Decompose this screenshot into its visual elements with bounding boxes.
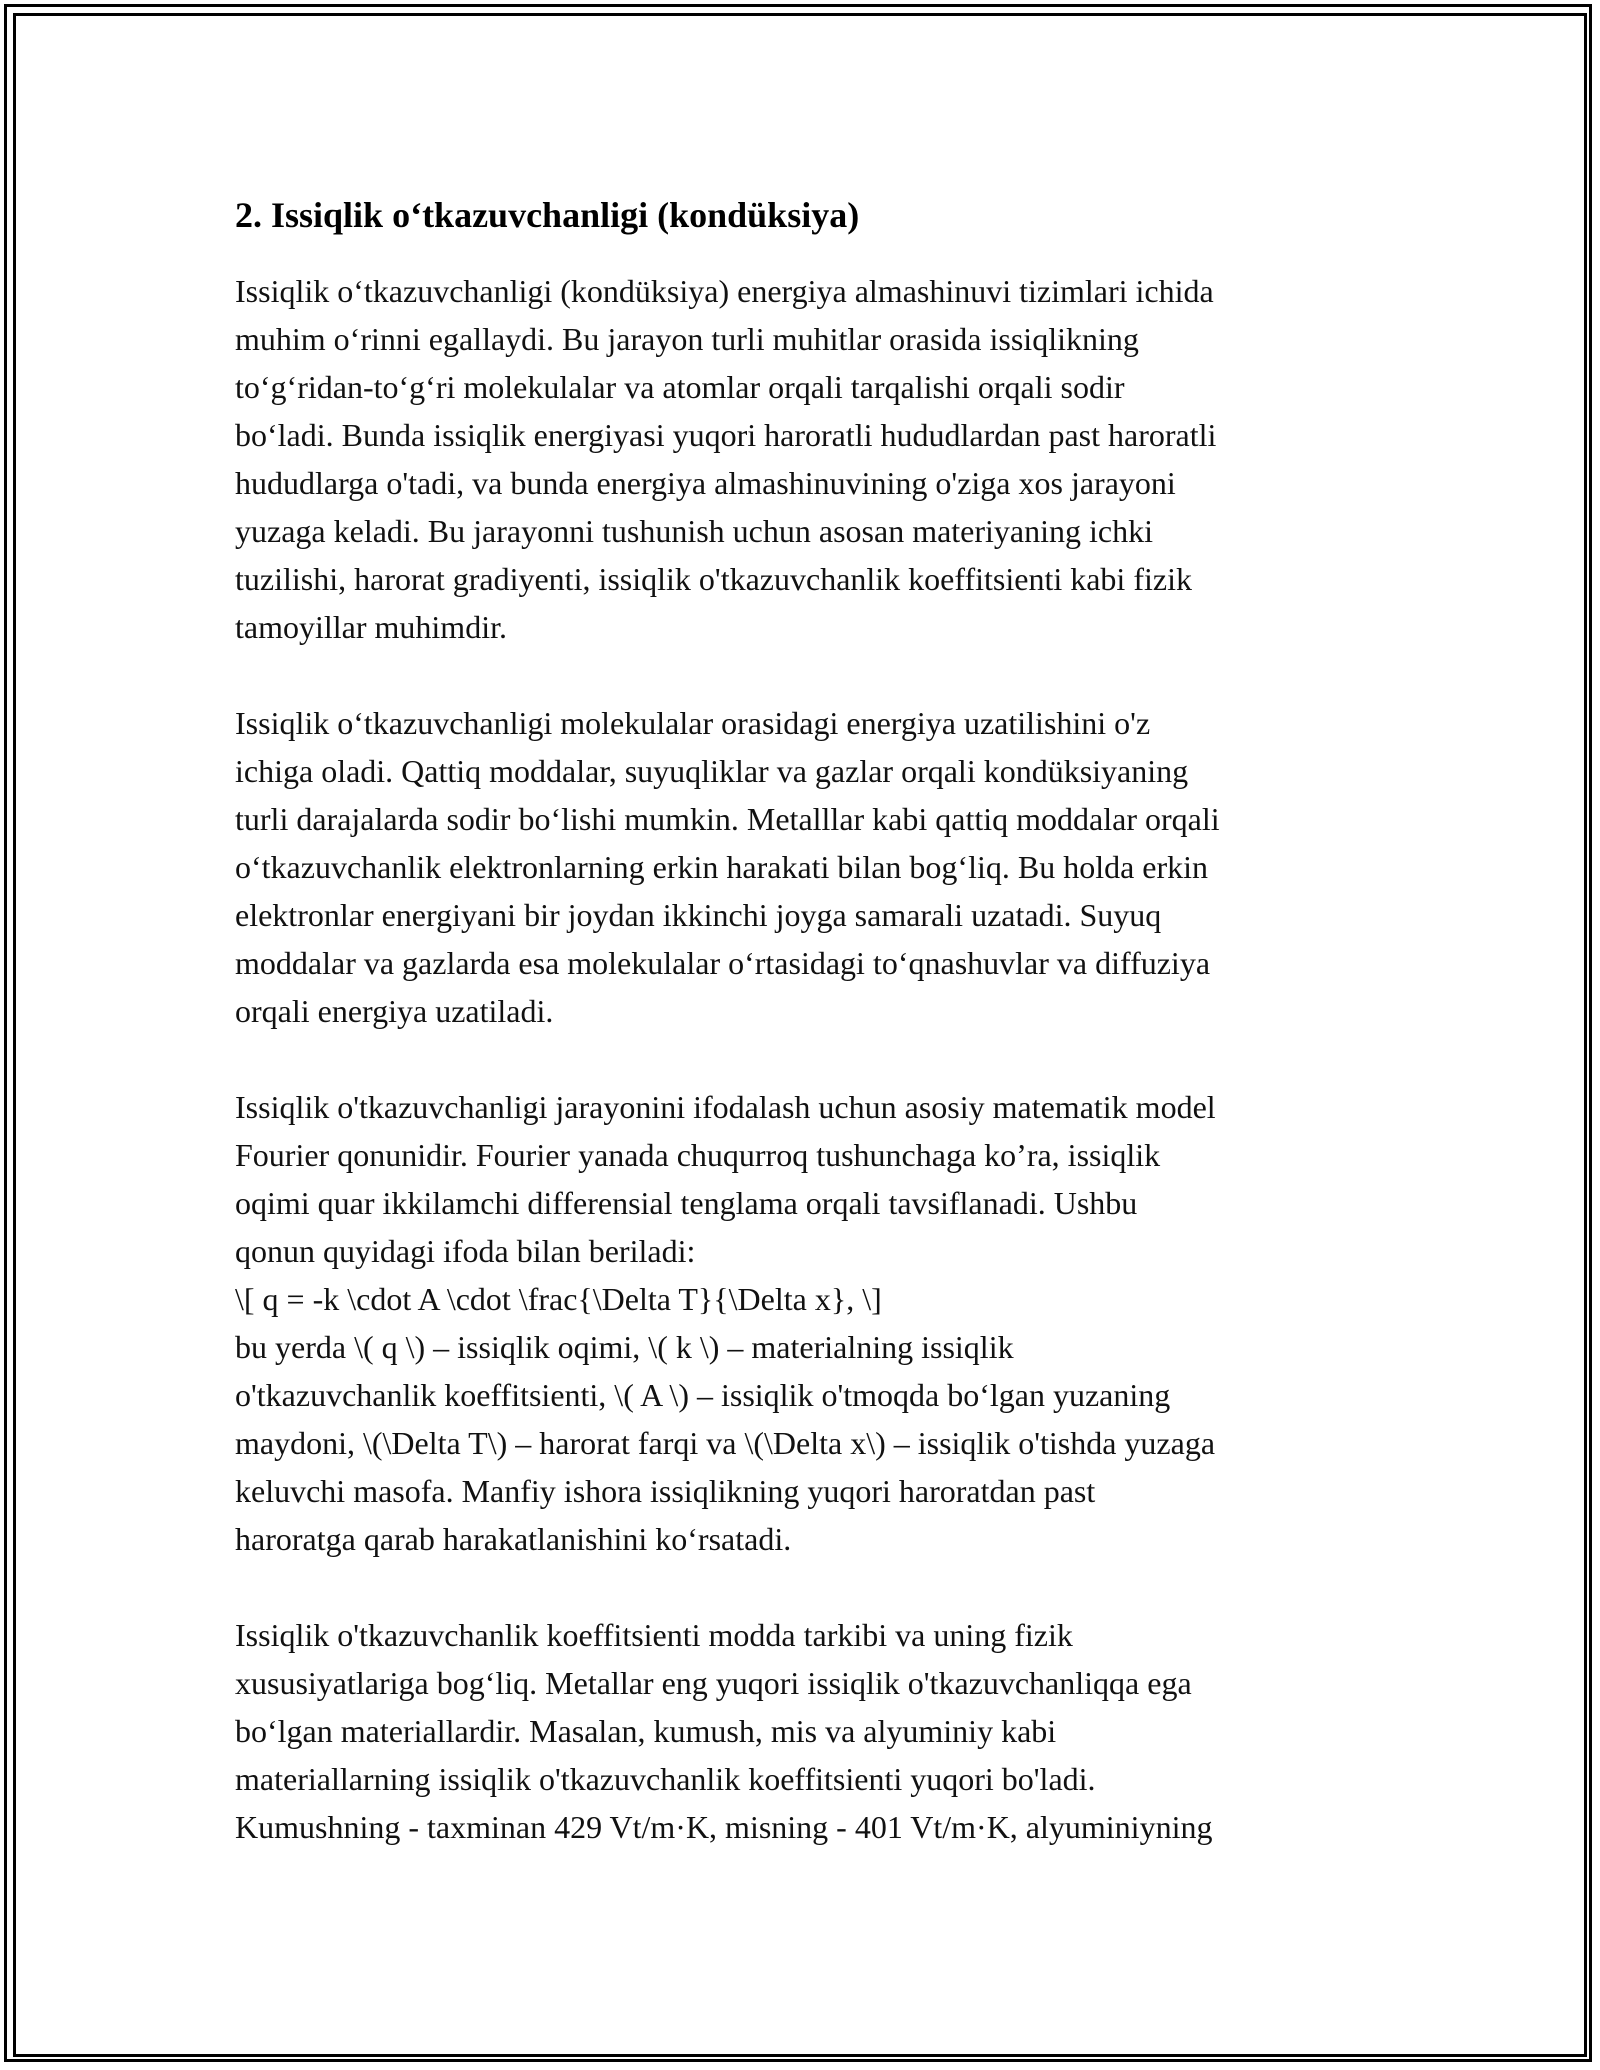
text-line: yuzaga keladi. Bu jarayonni tushunish uchun asosan materiyaning ichki xyxy=(235,512,1153,549)
text-line: tuzilishi, harorat gradiyenti, issiqlik o'tkazuvchanlik koeffitsienti kabi fizik xyxy=(235,560,1192,597)
text-line: Issiqlik o'tkazuvchanlik koeffitsienti modda tarkibi va uning fizik xyxy=(235,1616,1073,1653)
text-line: o'tkazuvchanlik koeffitsienti, \( A \) – issiqlik o'tmoqda bo‘lgan yuzaning xyxy=(235,1376,1171,1413)
text-line: ichiga oladi. Qattiq moddalar, suyuqliklar va gazlar orqali kondüksiyaning xyxy=(235,752,1189,789)
text-line: bo‘lgan materiallardir. Masalan, kumush, mis va alyuminiy kabi xyxy=(235,1712,1057,1749)
text-line: keluvchi masofa. Manfiy ishora issiqlikning yuqori haroratdan past xyxy=(235,1472,1096,1509)
text-line: moddalar va gazlarda esa molekulalar o‘rtasidagi to‘qnashuvlar va diffuziya xyxy=(235,944,1211,981)
text-line: materiallarning issiqlik o'tkazuvchanlik koeffitsienti yuqori bo'ladi. xyxy=(235,1760,1096,1797)
paragraph xyxy=(235,1611,1375,1851)
text-line: haroratga qarab harakatlanishini ko‘rsatadi. xyxy=(235,1520,792,1557)
text-line: bo‘ladi. Bunda issiqlik energiyasi yuqori haroratli hududlardan past haroratli xyxy=(235,416,1217,453)
paragraph xyxy=(235,267,1375,651)
paragraph xyxy=(235,1083,1375,1563)
text-line: Kumushning - taxminan 429 Vt/m·K, misning - 401 Vt/m·K, alyuminiyning xyxy=(235,1808,1213,1845)
text-line: xususiyatlariga bog‘liq. Metallar eng yuqori issiqlik o'tkazuvchanliqqa ega xyxy=(235,1664,1192,1701)
text-line: Issiqlik o‘tkazuvchanligi molekulalar orasidagi energiya uzatilishini o'z xyxy=(235,704,1151,741)
text-line: \[ q = -k \cdot A \cdot \frac{\Delta T}{\Delta x}, \] xyxy=(235,1280,882,1317)
paragraph-container xyxy=(235,267,1375,1851)
text-line: Fourier qonunidir. Fourier yanada chuqurroq tushunchaga ko’ra, issiqlik xyxy=(235,1136,1161,1173)
text-line: o‘tkazuvchanlik elektronlarning erkin harakati bilan bog‘liq. Bu holda erkin xyxy=(235,848,1209,885)
text-line: Issiqlik o'tkazuvchanligi jarayonini ifodalash uchun asosiy matematik model xyxy=(235,1088,1216,1125)
text-line: orqali energiya uzatiladi. xyxy=(235,992,554,1029)
paragraph xyxy=(235,699,1375,1035)
text-line: oqimi quar ikkilamchi differensial tenglama orqali tavsiflanadi. Ushbu xyxy=(235,1184,1138,1221)
section-heading: 2. Issiqlik o‘tkazuvchanligi (kondüksiya) xyxy=(235,195,860,235)
text-line: maydoni, \(\Delta T\) – harorat farqi va \(\Delta x\) – issiqlik o'tishda yuzaga xyxy=(235,1424,1216,1461)
document-body xyxy=(235,180,1375,1899)
text-line: to‘g‘ridan-to‘g‘ri molekulalar va atomlar orqali tarqalishi orqali sodir xyxy=(235,368,1125,405)
text-line: elektronlar energiyani bir joydan ikkinchi joyga samarali uzatadi. Suyuq xyxy=(235,896,1162,933)
text-line: tamoyillar muhimdir. xyxy=(235,608,507,645)
text-line: qonun quyidagi ifoda bilan beriladi: xyxy=(235,1232,696,1269)
text-line: bu yerda \( q \) – issiqlik oqimi, \( k \) – materialning issiqlik xyxy=(235,1328,1014,1365)
text-line: hududlarga o'tadi, va bunda energiya almashinuvining o'ziga xos jarayoni xyxy=(235,464,1176,501)
text-line: muhim o‘rinni egallaydi. Bu jarayon turli muhitlar orasida issiqlikning xyxy=(235,320,1139,357)
text-line: Issiqlik o‘tkazuvchanligi (kondüksiya) energiya almashinuvi tizimlari ichida xyxy=(235,272,1214,309)
text-line: turli darajalarda sodir bo‘lishi mumkin. Metalllar kabi qattiq moddalar orqali xyxy=(235,800,1220,837)
